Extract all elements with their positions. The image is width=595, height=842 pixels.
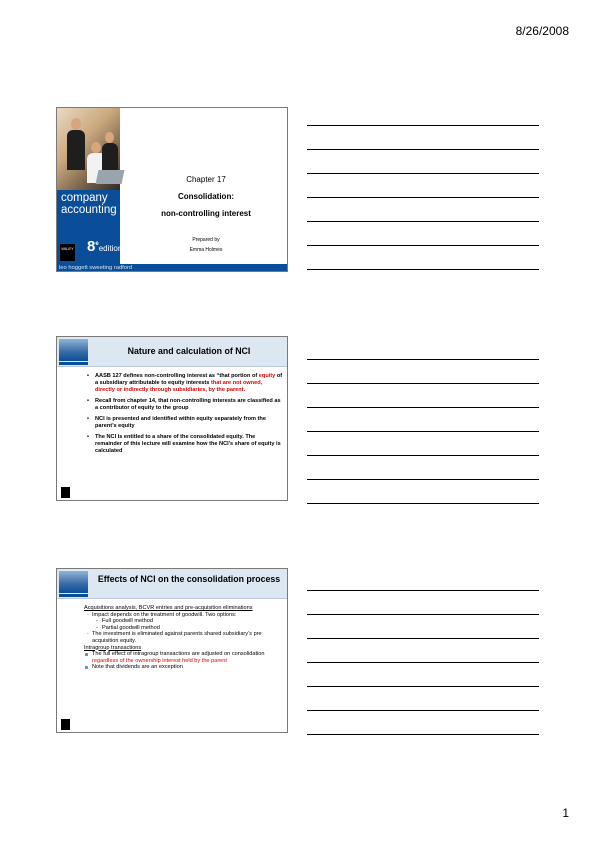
bullet-list bbox=[87, 373, 283, 459]
cover-edition: 8eedition bbox=[87, 238, 123, 255]
section-heading: Acquisitions analysis, BCVR entries and pre-acquisition eliminations bbox=[84, 605, 253, 611]
list-item: Note that dividends are an exception bbox=[84, 664, 284, 671]
slide-title-line-1: Consolidation: bbox=[178, 192, 234, 201]
slide-title: Effects of NCI on the consolidation process bbox=[97, 574, 281, 584]
slide-body bbox=[84, 605, 284, 671]
wiley-logo-icon bbox=[61, 719, 70, 730]
slide-3-effects-of-nci bbox=[56, 568, 288, 733]
list-item: • The NCI is entitled to a share of the consolidated equity. The remainder of this lecture will examine how the NCI’s share of equity is calculated bbox=[87, 434, 283, 455]
cover-thumbnail bbox=[59, 571, 88, 593]
slide-title-line-2: non-controlling interest bbox=[161, 209, 251, 218]
book-cover bbox=[57, 108, 123, 272]
wiley-logo-icon bbox=[61, 487, 70, 498]
list-item: • Recall from chapter 14, that non-controlling interests are classified as a contributor of equity to the group bbox=[87, 398, 283, 412]
chapter-label: Chapter 17 bbox=[186, 175, 226, 184]
prepared-by-label: Prepared by bbox=[192, 237, 220, 243]
cover-authors: leo hoggett sweeting radford bbox=[57, 264, 288, 272]
slide-1-title bbox=[56, 107, 288, 272]
page-number: 1 bbox=[562, 806, 569, 820]
print-date: 8/26/2008 bbox=[515, 24, 569, 38]
list-item: • NCI is presented and identified within equity separately from the parent’s equity bbox=[87, 416, 283, 430]
slide-2-nature-of-nci bbox=[56, 336, 288, 501]
list-item: · The investment is eliminated against parents shared subsidiary’s pre acquisition equity. bbox=[84, 631, 284, 644]
cover-photo bbox=[57, 108, 120, 190]
list-item: • AASB 127 defines non-controlling interest as “that portion of equity of a subsidiary attributable to equity interests that are not owned, directly or indirectly through subsidiaries, by the parent. bbox=[87, 373, 283, 394]
list-item: - Partial goodwill method bbox=[84, 625, 284, 632]
slide-title: Nature and calculation of NCI bbox=[127, 346, 251, 356]
list-item: The full effect of intragroup transactions are adjusted on consolidation regardless of the ownership interest held by the parent bbox=[84, 651, 284, 664]
wiley-logo-icon: WILEY bbox=[60, 244, 75, 261]
list-item: - Full goodwill method bbox=[84, 618, 284, 625]
author-name: Emma Holmes bbox=[189, 247, 223, 253]
cover-thumbnail bbox=[59, 339, 88, 361]
list-item: · Impact depends on the treatment of goodwill. Two options: bbox=[84, 612, 284, 619]
section-heading: Intragroup transactions bbox=[84, 644, 142, 651]
cover-title: company accounting bbox=[61, 192, 117, 216]
